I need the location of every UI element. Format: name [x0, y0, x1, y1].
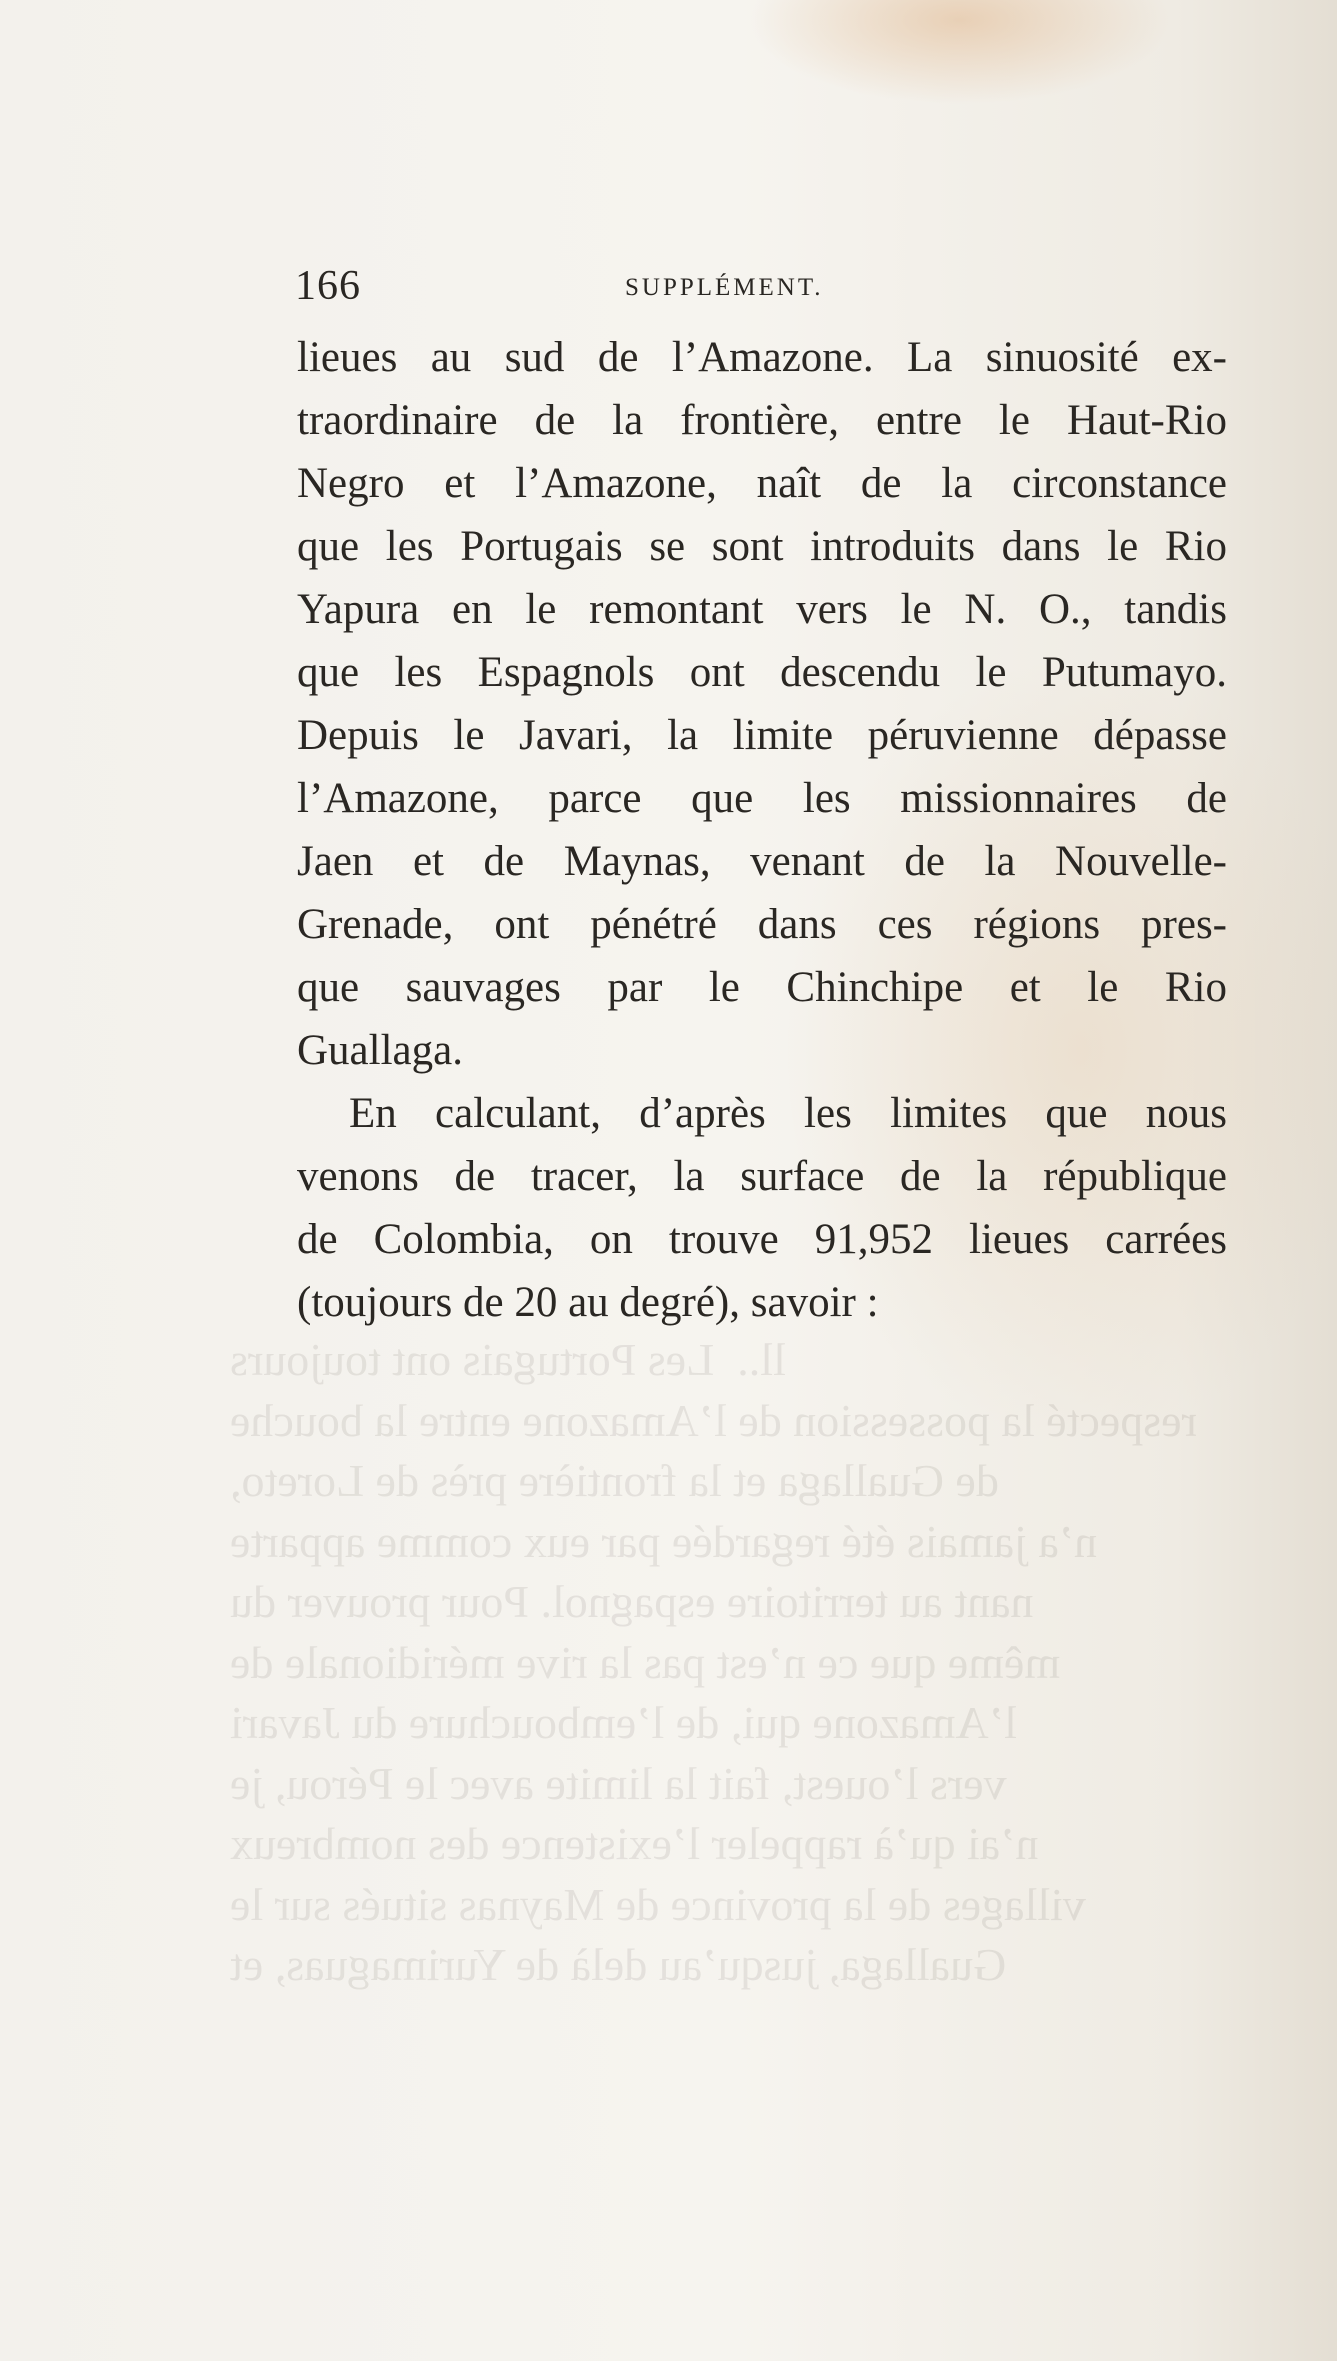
text-line: Grenade, ont pénétré dans ces régions pres- [297, 901, 1227, 948]
bleed-through-text: ll.. Les Portugais ont toujours respecté la possession de l’Amazone entre la bouche de Guallaga et la frontière près de Loreto, n’a jamais été regardée par eux comme apparte nant au territoire espagnol. Pour prouver du même que ce n’est pas la rive méridionale de l’Amazone qui, de l’embouchure du Javari vers l’ouest, fait la limite avec le Pérou, je n’ai qu’à rappeler l’existence des nombreux villages de la province de Maynas situés sur le Guallaga, jusqu’au delà de Yurimaguas, et [230, 1334, 1197, 1990]
text-line: venons de tracer, la surface de la république [297, 1153, 1227, 1200]
text-line: Depuis le Javari, la limite péruvienne dépasse [297, 712, 1227, 759]
body-text [297, 326, 1227, 1334]
running-title: SUPPLÉMENT. [625, 274, 824, 301]
text-line: que les Espagnols ont descendu le Putumayo. [297, 649, 1227, 696]
page-number: 166 [295, 263, 361, 309]
text-line: Guallaga. [297, 1027, 463, 1074]
running-header [295, 262, 1235, 322]
text-line: traordinaire de la frontière, entre le Haut-Rio [297, 397, 1227, 444]
text-line: que les Portugais se sont introduits dans le Rio [297, 523, 1227, 570]
text-line: Yapura en le remontant vers le N. O., tandis [297, 586, 1227, 633]
text-line: de Colombia, on trouve 91,952 lieues carrées [297, 1216, 1227, 1263]
text-line: Negro et l’Amazone, naît de la circonstance [297, 460, 1227, 507]
text-line: (toujours de 20 au degré), savoir : [297, 1279, 879, 1326]
text-line: que sauvages par le Chinchipe et le Rio [297, 964, 1227, 1011]
text-line: l’Amazone, parce que les missionnaires de [297, 775, 1227, 822]
text-line: lieues au sud de l’Amazone. La sinuosité ex- [297, 334, 1227, 381]
text-line: Jaen et de Maynas, venant de la Nouvelle- [297, 838, 1227, 885]
text-line: En calculant, d’après les limites que nous [349, 1090, 1227, 1137]
